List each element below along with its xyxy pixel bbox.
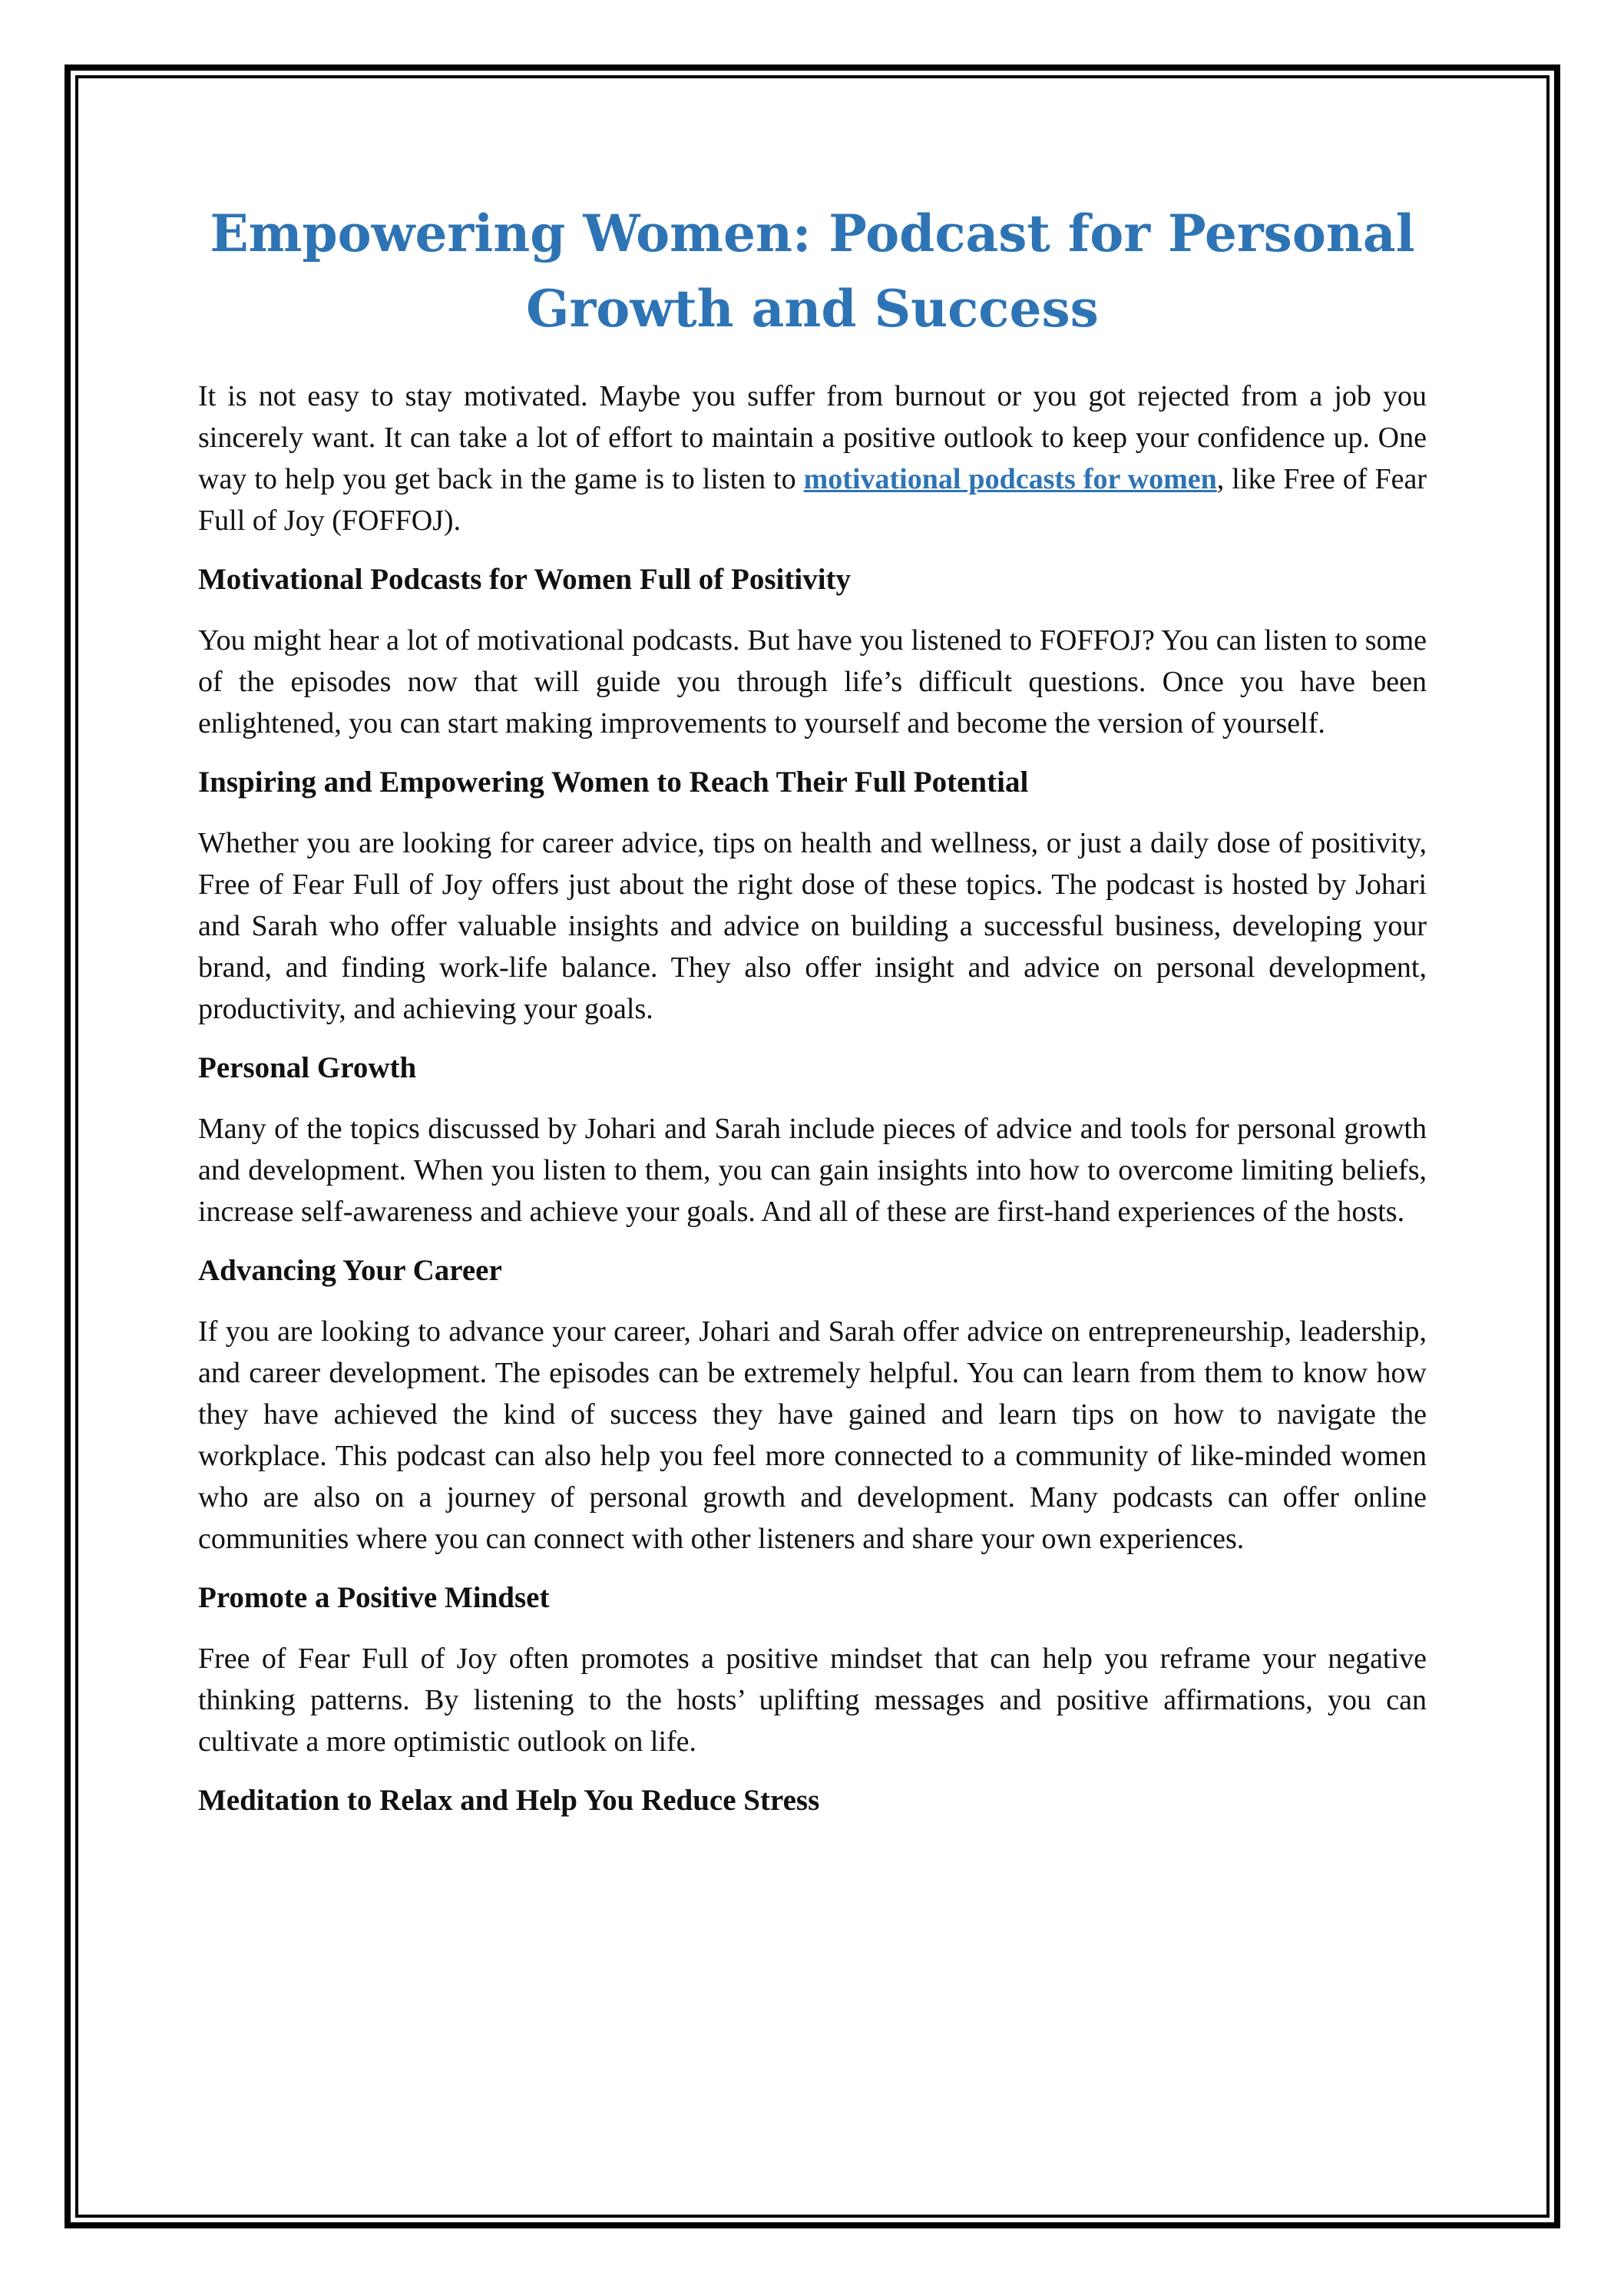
section-heading-motivational-podcasts: Motivational Podcasts for Women Full of Positivity — [198, 563, 852, 596]
section-heading-meditation: Meditation to Relax and Help You Reduce Stress — [198, 1784, 820, 1817]
document-title-line-1: Empowering Women: Podcast for Personal — [210, 203, 1415, 263]
section-body-advancing-career: If you are looking to advance your career, Johari and Sarah offer advice on entrepreneurship, leadership, and career development. The episodes can be extremely helpful. You can learn from them to know how they have achieved the kind of success they have gained and learn tips on how to navigate the workplace. This podcast can also help you feel more connected to a community of like-minded women who are also on a journey of personal growth and development. Many podcasts can offer online communities where you can connect with other listeners and share your own experiences. — [198, 1315, 1427, 1555]
intro-text-before-link: It is not easy to stay motivated. Maybe you suffer from burnout or you got rejected from a job you sincerely want. It can take a lot of effort to maintain a positive outlook to keep your confidence up. One way to help you get back in the game is to listen to — [198, 380, 1427, 495]
section-heading-inspiring-empowering: Inspiring and Empowering Women to Reach Their Full Potential — [198, 766, 1029, 799]
section-heading-positive-mindset: Promote a Positive Mindset — [198, 1581, 550, 1614]
document-content — [198, 196, 1427, 1841]
section-body-motivational-podcasts: You might hear a lot of motivational podcasts. But have you listened to FOFFOJ? You can listen to some of the episodes now that will guide you through life’s difficult questions. Once you have been enlightened, you can start making improvements to yourself and become the version of yourself. — [198, 624, 1427, 739]
document-title — [198, 196, 1427, 346]
motivational-podcasts-link[interactable]: motivational podcasts for women — [803, 463, 1217, 495]
document-title-line-2: Growth and Success — [526, 279, 1099, 339]
section-body-inspiring-empowering: Whether you are looking for career advice, tips on health and wellness, or just a daily dose of positivity, Free of Fear Full of Joy offers just about the right dose of these topics. The podcast is hosted by Johari and Sarah who offer valuable insights and advice on building a successful business, developing your brand, and finding work-life balance. They also offer insight and advice on personal development, productivity, and achieving your goals. — [198, 827, 1427, 1025]
section-heading-personal-growth: Personal Growth — [198, 1051, 417, 1084]
section-heading-advancing-career: Advancing Your Career — [198, 1254, 502, 1287]
intro-text-after-link: , like Free of Fear Full of Joy (FOFFOJ). — [198, 463, 1427, 537]
intro-paragraph — [198, 375, 1427, 541]
section-body-personal-growth: Many of the topics discussed by Johari and Sarah include pieces of advice and tools for personal growth and development. When you listen to them, you can gain insights into how to overcome limiting beliefs, increase self-awareness and achieve your goals. And all of these are first-hand experiences of the hosts. — [198, 1113, 1427, 1228]
section-body-positive-mindset: Free of Fear Full of Joy often promotes a positive mindset that can help you reframe your negative thinking patterns. By listening to the hosts’ uplifting messages and positive affirmations, you can cultivate a more optimistic outlook on life. — [198, 1643, 1427, 1758]
